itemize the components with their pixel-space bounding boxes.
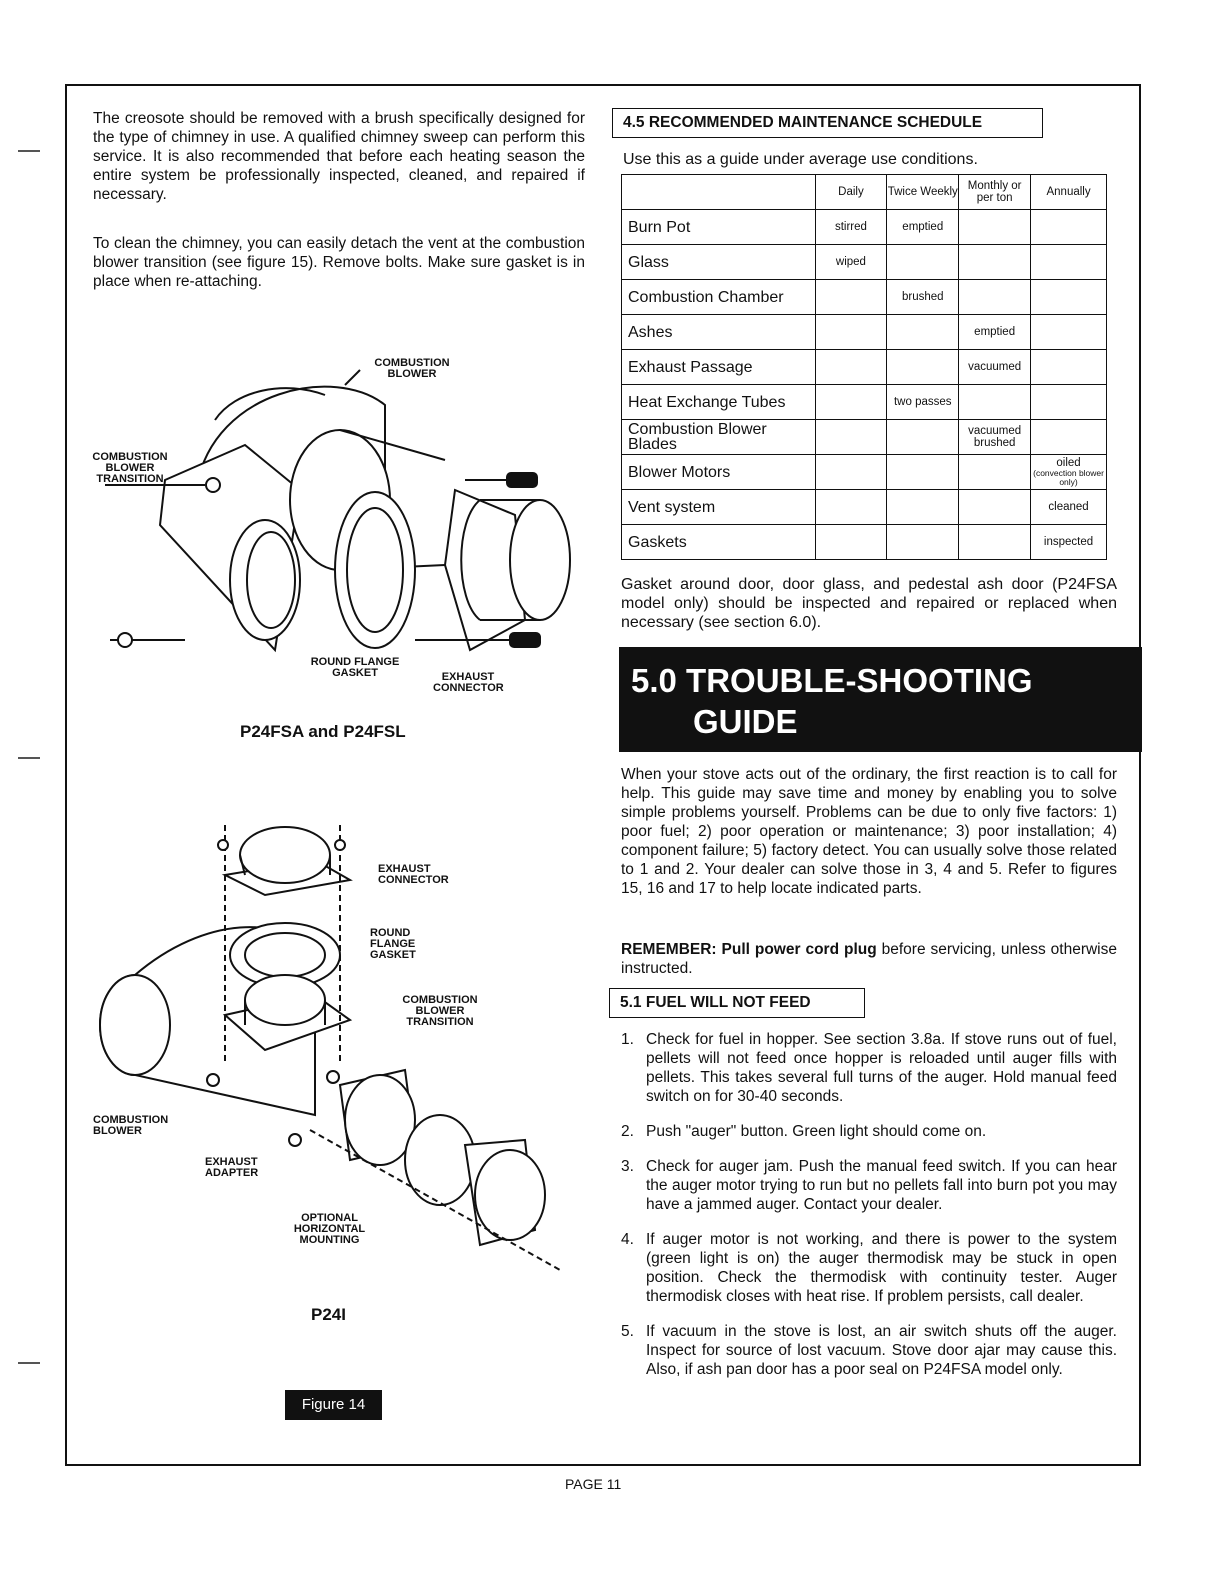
column-header: Annually (1031, 175, 1107, 210)
cell-twice: two passes (887, 385, 959, 420)
table-row (622, 525, 1107, 560)
heading-fuel-will-not-feed: 5.1 FUEL WILL NOT FEED (609, 988, 865, 1018)
label-exhaust-connector-2: EXHAUST CONNECTOR (378, 863, 449, 886)
label-blower-transition: COMBUSTION BLOWER TRANSITION (92, 451, 168, 485)
paragraph-clean-chimney: To clean the chimney, you can easily detach the vent at the combustion blower transition (see figure 15). Remove bolts. Make sure gasket is in place when re-attaching. (93, 235, 585, 290)
table-row (622, 315, 1107, 350)
step-number: 5. (621, 1323, 634, 1340)
cell-monthly (959, 490, 1031, 525)
table-row (622, 455, 1107, 490)
column-header: Daily (815, 175, 887, 210)
gasket-note: Gasket around door, door glass, and pedestal ash door (P24FSA model only) should be inspected and repaired or replaced when necessary (see section 6.0). (621, 576, 1117, 631)
cell-annual (1031, 315, 1107, 350)
step-text: Check for auger jam. Push the manual feed switch. If you can hear the auger motor trying to run but no pellets fall into burn pot you may have a jammed auger. Contact your dealer. (646, 1158, 1117, 1213)
troubleshooting-title-line1: 5.0 TROUBLE-SHOOTING (631, 662, 1033, 699)
cell-annual: cleaned (1031, 490, 1107, 525)
list-item (621, 1230, 1117, 1306)
cell-daily (815, 315, 887, 350)
cell-monthly (959, 210, 1031, 245)
schedule-intro: Use this as a guide under average use conditions. (623, 151, 978, 168)
cell-twice (887, 245, 959, 280)
cell-annual-value: oiled (1056, 457, 1081, 469)
table-row (622, 350, 1107, 385)
cell-annual: inspected (1031, 525, 1107, 560)
row-name: Heat Exchange Tubes (622, 385, 816, 420)
table-row (622, 385, 1107, 420)
maintenance-schedule-table (621, 174, 1107, 560)
troubleshooting-intro: When your stove acts out of the ordinary, the first reaction is to call for help. This guide may save time and money by enabling you to solve simple problems yourself. Problems can be due to only five factors: 1) poor fuel; 2) poor operation or maintenance; 3) poor installation; 4) component failure; 5) factory detect. You can usually solve those related to 1 and 2. Your dealer can solve those in 3, 4 and 5. Refer to figures 15, 16 and 17 to help locate indicated parts. (621, 766, 1117, 897)
remember-rest: before servicing, unless otherwise instructed. (621, 941, 1117, 977)
row-name: Vent system (622, 490, 816, 525)
cell-monthly (959, 245, 1031, 280)
row-name: Burn Pot (622, 210, 816, 245)
cell-twice (887, 420, 959, 455)
cell-twice: brushed (887, 280, 959, 315)
step-text: Push "auger" button. Green light should come on. (646, 1123, 987, 1140)
cell-monthly: vacuumed brushed (959, 420, 1031, 455)
row-name: Combustion Chamber (622, 280, 816, 315)
label-round-flange-gasket: ROUND FLANGE GASKET (310, 656, 400, 679)
margin-mark (18, 150, 40, 152)
cell-monthly (959, 385, 1031, 420)
step-number: 1. (621, 1031, 634, 1048)
remember-bold: REMEMBER: Pull power cord plug (621, 941, 877, 958)
cell-monthly (959, 525, 1031, 560)
row-name: Glass (622, 245, 816, 280)
step-number: 3. (621, 1158, 634, 1175)
blower-transition-diagram-p24fsa (85, 350, 585, 695)
column-header: Twice Weekly (887, 175, 959, 210)
cell-twice (887, 315, 959, 350)
remember-note (621, 940, 1117, 978)
row-name: Gaskets (622, 525, 816, 560)
cell-twice (887, 350, 959, 385)
cell-twice (887, 490, 959, 525)
cell-daily (815, 455, 887, 490)
cell-daily (815, 490, 887, 525)
label-round-flange-gasket-2: ROUND FLANGE GASKET (370, 927, 416, 961)
cell-monthly: vacuumed (959, 350, 1031, 385)
cell-twice (887, 455, 959, 490)
cell-annual (1031, 455, 1107, 490)
cell-twice: emptied (887, 210, 959, 245)
column-header (622, 175, 816, 210)
cell-annual (1031, 210, 1107, 245)
troubleshooting-title-banner (619, 647, 1142, 752)
label-combustion-blower-2: COMBUSTION BLOWER (93, 1114, 169, 1137)
row-name: Exhaust Passage (622, 350, 816, 385)
step-text: If vacuum in the stove is lost, an air switch shuts off the auger. Inspect for source of lost vacuum. Stove door ajar may cause this. Also, if ash pan door has a poor seal on P24FSA model only. (646, 1323, 1117, 1378)
cell-daily (815, 525, 887, 560)
cell-daily (815, 385, 887, 420)
row-name: Ashes (622, 315, 816, 350)
margin-mark (18, 757, 40, 759)
row-name: Blower Motors (622, 455, 816, 490)
caption-p24fsa: P24FSA and P24FSL (240, 722, 406, 741)
cell-annual (1031, 420, 1107, 455)
cell-daily: stirred (815, 210, 887, 245)
cell-annual-note: (convection blower only) (1033, 468, 1104, 487)
table-row (622, 245, 1107, 280)
list-item (621, 1322, 1117, 1379)
cell-daily (815, 350, 887, 385)
cell-twice (887, 525, 959, 560)
label-exhaust-adapter: EXHAUST ADAPTER (205, 1156, 259, 1179)
cell-annual (1031, 385, 1107, 420)
step-text: Check for fuel in hopper. See section 3.8a. If stove runs out of fuel, pellets will not feed once hopper is reloaded until auger fills with pellets. This takes several full turns of the auger. Hold manual feed switch on for 30-40 seconds. (646, 1031, 1117, 1105)
cell-monthly (959, 280, 1031, 315)
list-item (621, 1157, 1117, 1214)
step-text: If auger motor is not working, and there is power to the system (green light is on) the auger thermodisk may be stuck in open position. Check the thermodisk with continuity tester. Auger thermodisk closes with heat rise. If problem persists, call dealer. (646, 1231, 1117, 1305)
cell-annual (1031, 280, 1107, 315)
label-blower-transition-2: COMBUSTION BLOWER TRANSITION (402, 994, 478, 1028)
table-header-row (622, 175, 1107, 210)
table-row (622, 210, 1107, 245)
cell-daily (815, 280, 887, 315)
cell-monthly (959, 455, 1031, 490)
page-number: PAGE 11 (565, 1476, 622, 1492)
heading-maintenance-schedule: 4.5 RECOMMENDED MAINTENANCE SCHEDULE (612, 108, 1043, 138)
troubleshooting-title-line2: GUIDE (693, 703, 798, 740)
cell-annual (1031, 350, 1107, 385)
list-item (621, 1030, 1117, 1106)
paragraph-creosote: The creosote should be removed with a brush specifically designed for the type of chimney in use. A qualified chimney sweep can perform this service. It is also recommended that before each heating season the entire system be professionally inspected, cleaned, and repaired if necessary. (93, 110, 585, 203)
table-row (622, 490, 1107, 525)
caption-p24i: P24I (311, 1305, 346, 1324)
table-row (622, 420, 1107, 455)
list-item (621, 1122, 1117, 1141)
row-name: Combustion Blower Blades (622, 420, 816, 455)
step-number: 2. (621, 1123, 634, 1140)
column-header: Monthly or per ton (959, 175, 1031, 210)
table-row (622, 280, 1107, 315)
label-exhaust-connector: EXHAUST CONNECTOR (433, 671, 504, 694)
margin-mark (18, 1362, 40, 1364)
cell-daily (815, 420, 887, 455)
cell-annual (1031, 245, 1107, 280)
cell-monthly: emptied (959, 315, 1031, 350)
figure-label: Figure 14 (285, 1390, 382, 1420)
step-number: 4. (621, 1231, 634, 1248)
troubleshooting-steps (621, 1030, 1117, 1395)
label-combustion-blower: COMBUSTION BLOWER (374, 357, 450, 380)
cell-daily: wiped (815, 245, 887, 280)
label-optional-horizontal-mounting: OPTIONAL HORIZONTAL MOUNTING (293, 1212, 366, 1246)
